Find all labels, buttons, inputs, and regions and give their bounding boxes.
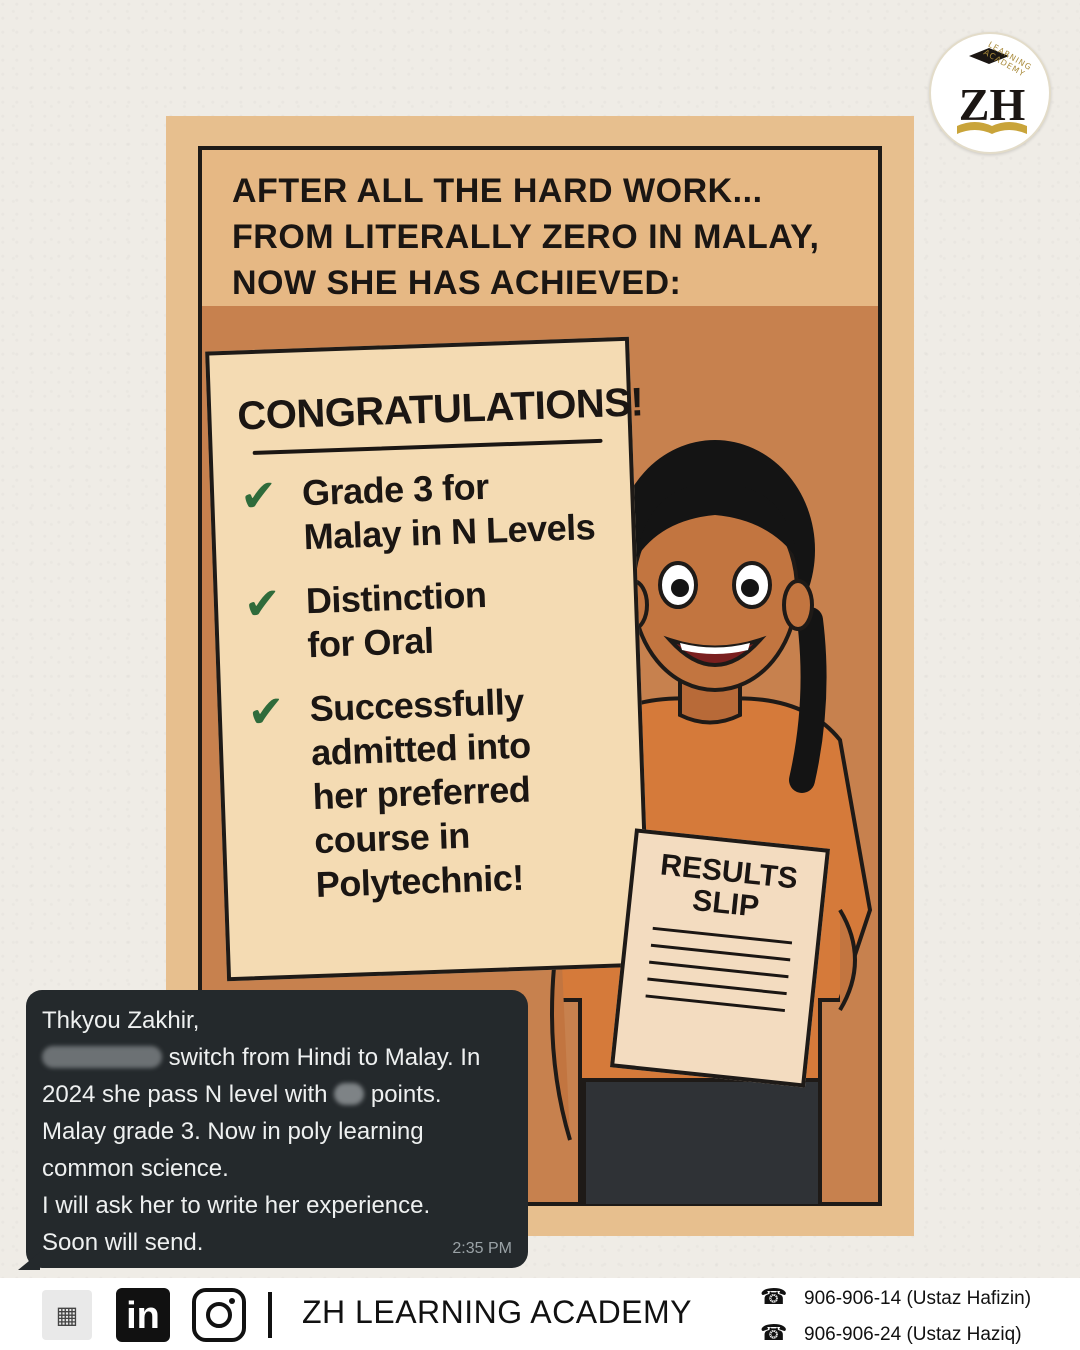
redacted-points <box>334 1083 364 1105</box>
congratulations-note <box>205 337 651 981</box>
chat-line: Malay grade 3. Now in poly learning <box>42 1118 424 1145</box>
checkmark-icon: ✔ <box>246 686 286 739</box>
zh-logo <box>929 32 1051 154</box>
achievement-text: Distinction <box>305 573 487 622</box>
results-slip <box>610 828 830 1087</box>
achievement-item <box>247 677 618 910</box>
checkmark-icon: ✔ <box>243 578 282 631</box>
slip-line <box>647 978 787 996</box>
chat-message-bubble <box>26 990 528 1268</box>
redacted-name <box>42 1046 162 1068</box>
chat-line: I will ask her to write her experience. <box>42 1192 431 1219</box>
logo-arc-text: LEARNING ACADEMY <box>982 40 1034 79</box>
contact-row[interactable] <box>760 1320 1022 1346</box>
contact-row[interactable] <box>760 1284 1031 1310</box>
chat-line-fragment: 2024 she pass N level with <box>42 1081 335 1108</box>
chat-line-fragment: points. <box>364 1081 442 1108</box>
chat-line-fragment: switch from Hindi to Malay. In <box>162 1044 481 1071</box>
achievement-text: Successfully <box>308 680 525 730</box>
instagram-icon[interactable] <box>192 1288 246 1342</box>
achievement-text: her preferred <box>312 768 531 818</box>
chat-line: Soon will send. <box>42 1229 204 1256</box>
headline-line-1: AFTER ALL THE HARD WORK... <box>232 172 763 210</box>
chat-timestamp: 2:35 PM <box>452 1240 512 1257</box>
headline-line-3: NOW SHE HAS ACHIEVED: <box>232 264 682 302</box>
achievement-text: admitted into <box>310 724 532 774</box>
contact-number: 906-906-24 (Ustaz Haziq) <box>804 1324 1022 1345</box>
brand-name: ZH LEARNING ACADEMY <box>302 1294 693 1330</box>
chat-line: common science. <box>42 1155 229 1182</box>
slip-title-1: RESULTS <box>658 848 800 896</box>
achievement-text: Grade 3 for <box>301 465 490 514</box>
slip-line <box>645 994 785 1012</box>
footer-divider <box>268 1292 272 1338</box>
note-title: CONGRATULATIONS! <box>236 380 644 439</box>
linkedin-icon[interactable]: in <box>116 1288 170 1342</box>
achievement-text: Malay in N Levels <box>302 506 596 558</box>
slip-title-2: SLIP <box>690 883 761 924</box>
headline-line-2: FROM LITERALLY ZERO IN MALAY, <box>232 218 820 256</box>
chat-line: Thkyou Zakhir, <box>42 1007 200 1034</box>
note-underline <box>253 439 603 455</box>
achievement-text: course in <box>313 814 471 862</box>
achievement-text: Polytechnic! <box>315 856 525 906</box>
phone-icon: ☎ <box>760 1284 788 1309</box>
achievement-item <box>243 569 610 670</box>
phone-icon: ☎ <box>760 1320 788 1345</box>
contact-number: 906-906-14 (Ustaz Hafizin) <box>804 1288 1032 1309</box>
achievement-item <box>239 461 606 562</box>
slip-line <box>653 927 793 945</box>
slip-line <box>651 944 791 962</box>
checkmark-icon: ✔ <box>239 470 278 523</box>
headline-box <box>198 146 882 310</box>
logo-text: ZH <box>958 79 1026 130</box>
slip-line <box>649 961 789 979</box>
achievement-text: for Oral <box>306 619 435 666</box>
qr-code-icon[interactable]: ▦ <box>42 1290 92 1340</box>
